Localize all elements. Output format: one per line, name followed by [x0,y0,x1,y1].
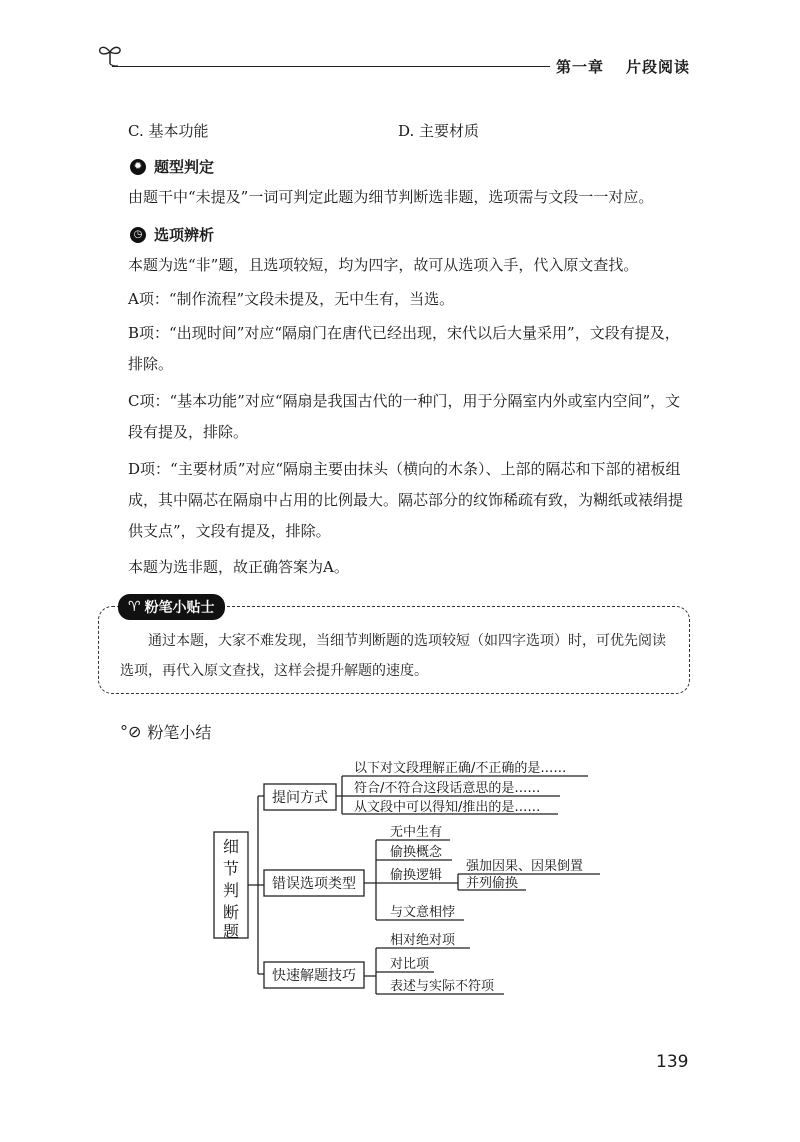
option-c: C. 基本功能 [128,122,209,140]
type-judgment-text: 由题干中“未提及”一词可判定此题为细节判断选非题，选项需与文段一一对应。 [128,188,654,206]
leaf-item: 对比项 [390,957,430,972]
leaf-item: 与文意相悖 [390,905,456,920]
branch-label: 快速解题技巧 [272,968,356,984]
chapter-number: 第一章 [556,58,605,76]
conclusion: 本题为选非题，故正确答案为A。 [128,558,349,576]
leaf-item: 以下对文段理解正确/不正确的是…… [354,761,567,776]
sprout-icon: ♈ [128,599,141,615]
analysis-d: D项：“主要材质”对应“隔扇主要由抹头（横向的木条）、上部的隔芯和下部的裙板组成，其中隔芯在隔扇中占用的比例最大。隔芯部分的纹饰稀疏有致，为糊纸或裱绢提供支点”，文段有提及，排除。 [128,460,684,540]
root-char-5: 题 [222,922,240,941]
leaf-item: 偷换逻辑 [390,868,443,883]
leaf-item: 表述与实际不符项 [390,979,495,994]
leaf-item: 相对绝对项 [390,933,456,948]
root-char-2: 节 [222,859,240,878]
branch-label: 提问方式 [272,790,328,806]
sub-leaf-item: 并列偷换 [466,876,519,891]
tip-label-text: 粉笔小贴士 [144,600,215,616]
option-analysis-title: 选项辨析 [154,226,215,244]
analysis-b: B项：“出现时间”对应“隔扇门在唐代已经出现，宋代以后大量采用”，文段有提及，排除。 [128,324,680,373]
option-analysis-heading [130,224,214,245]
leaf-item: 符合/不符合这段话意思的是…… [354,781,541,796]
sub-leaf-item: 强加因果、因果倒置 [466,859,584,874]
options-row [128,116,693,147]
pencil-icon: °⊘ [120,722,142,741]
chapter-heading [556,56,690,77]
type-judgment-heading [130,156,214,177]
root-char-1: 细 [222,837,240,856]
root-char-3: 判 [222,881,240,900]
mind-map [0,740,800,1020]
tip-text: 通过本题，大家不难发现，当细节判断题的选项较短（如四字选项）时，可优先阅读选项，再代入原文查找，这样会提升解题的速度。 [120,633,666,679]
leaf-item: 无中生有 [390,825,443,840]
analysis-intro: 本题为选“非”题，且选项较短，均为四字，故可从选项入手，代入原文查找。 [128,256,639,274]
header-rule [112,66,550,67]
analysis-a: A项：“制作流程”文段未提及，无中生有，当选。 [128,290,455,308]
sprout-logo [96,40,124,68]
option-d: D. 主要材质 [398,122,480,140]
root-char-4: 断 [222,903,240,922]
analysis-c: C项：“基本功能”对应“隔扇是我国古代的一种门，用于分隔室内外或室内空间”，文段有提及，排除。 [128,392,681,441]
page-number: 139 [656,1052,689,1072]
gear-icon: ✹ [130,159,146,175]
type-judgment-title: 题型判定 [154,158,215,176]
tip-label [118,594,225,620]
clock-icon: ◷ [130,227,146,243]
branch-label: 错误选项类型 [272,876,356,892]
summary-title: 粉笔小结 [147,723,212,742]
leaf-item: 从文段中可以得知/推出的是…… [354,800,541,815]
chapter-section: 片段阅读 [626,58,691,76]
leaf-item: 偷换概念 [390,845,443,860]
